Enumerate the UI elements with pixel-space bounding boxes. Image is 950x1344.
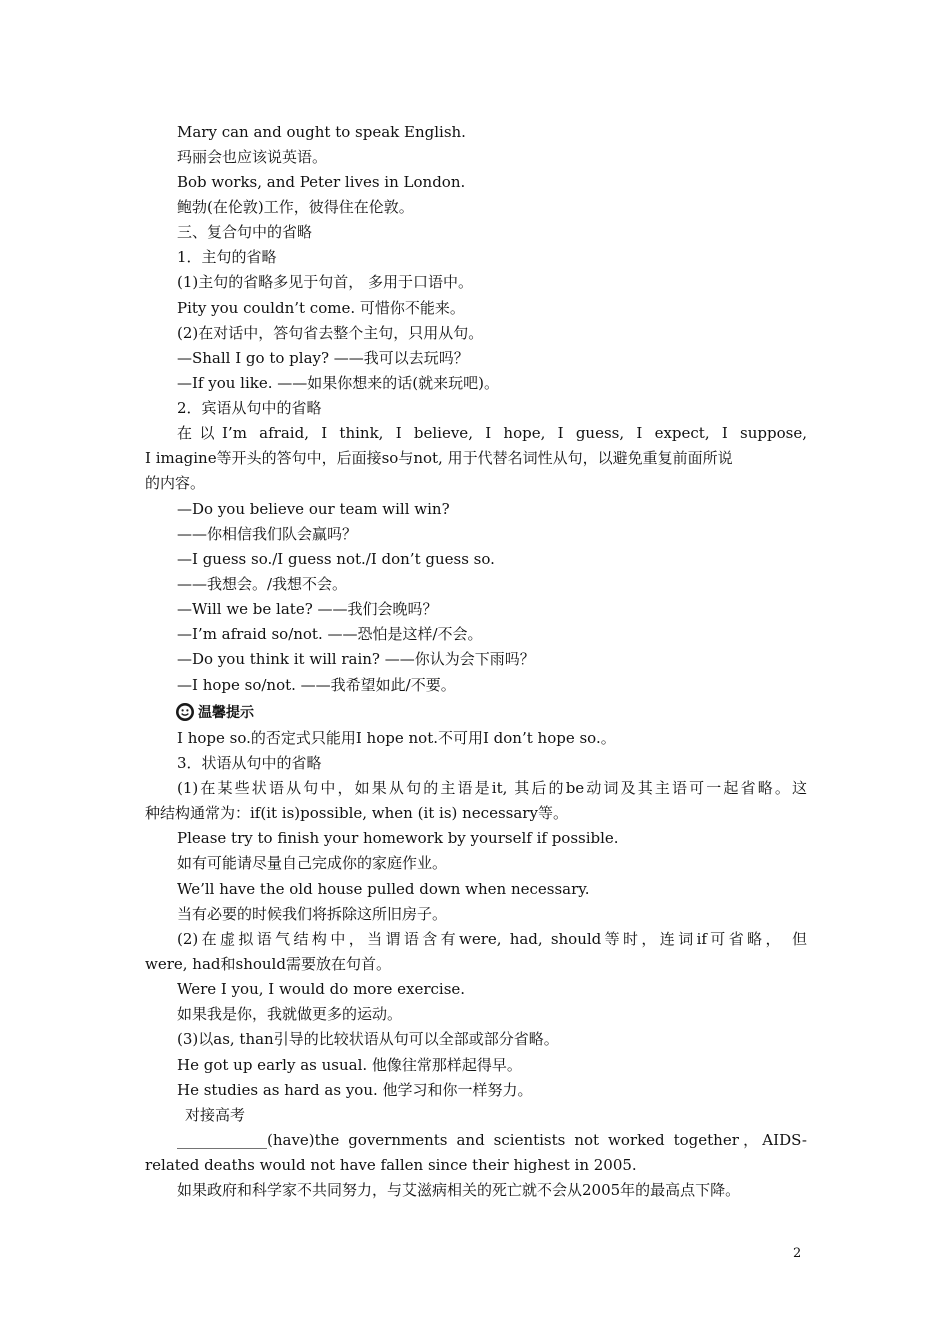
paragraph-line: (2)在虚拟语气结构中，当谓语含有were, had, should等时，连词if可省略， 但 [177, 930, 807, 948]
example-line: He got up early as usual. 他像往常那样起得早。 [177, 1056, 522, 1074]
exam-translation-line: 如果政府和科学家不共同努力，与艾滋病相关的死亡就不会从2005年的最高点下降。 [177, 1181, 741, 1199]
page-number: 2 [793, 1246, 802, 1261]
subsection-heading: 1．主句的省略 [177, 248, 277, 266]
example-english-line: We’ll have the old house pulled down when necessary. [177, 880, 590, 898]
dialogue-line: —If you like. ——如果你想来的话(就来玩吧)。 [177, 374, 499, 392]
rule-text: (1)主句的省略多见于句首， 多用于口语中。 [177, 273, 474, 291]
dialogue-line: —I guess so./I guess not./I don’t guess so. [177, 550, 495, 568]
paragraph-line: were, had和should需要放在句首。 [145, 955, 391, 973]
tip-heading [175, 699, 254, 724]
subsection-heading: 3．状语从句中的省略 [177, 754, 322, 772]
dialogue-line: —Shall I go to play? ——我可以去玩吗？ [177, 349, 469, 367]
dialogue-line: —I’m afraid so/not. ——恐怕是这样/不会。 [177, 625, 483, 643]
example-english-line: Bob works, and Peter lives in London. [177, 173, 466, 191]
example-chinese-line: 如有可能请尽量自己完成你的家庭作业。 [177, 854, 448, 872]
example-line: Pity you couldn’t come. 可惜你不能来。 [177, 299, 465, 317]
exam-link-heading: 对接高考 [185, 1106, 246, 1124]
paragraph-line: 在以I’m afraid, I think, I believe, I hope, I guess, I expect, I suppose, [177, 424, 807, 442]
example-line: He studies as hard as you. 他学习和你一样努力。 [177, 1081, 533, 1099]
smiley-face-icon [175, 702, 195, 722]
paragraph-line: I imagine等开头的答句中，后面接so与not, 用于代替名词性从句，以避免重复前面所说 [145, 449, 733, 467]
subsection-heading: 2．宾语从句中的省略 [177, 399, 322, 417]
example-english-line: Please try to finish your homework by yourself if possible. [177, 829, 619, 847]
example-english-line: Were I you, I would do more exercise. [177, 980, 466, 998]
paragraph-line: 种结构通常为：if(it is)possible, when (it is) necessary等。 [145, 804, 568, 822]
section-heading: 三、复合句中的省略 [177, 223, 313, 241]
dialogue-line: —Do you think it will rain? ——你认为会下雨吗？ [177, 650, 535, 668]
example-chinese-line: 如果我是你，我就做更多的运动。 [177, 1005, 403, 1023]
rule-text: (2)在对话中，答句省去整个主句，只用从句。 [177, 324, 484, 342]
paragraph-line: 的内容。 [145, 474, 206, 492]
dialogue-line: —Will we be late? ——我们会晚吗？ [177, 600, 438, 618]
paragraph-line: (1)在某些状语从句中，如果从句的主语是it, 其后的be动词及其主语可一起省略。这 [177, 779, 807, 797]
dialogue-line: —Do you believe our team will win? [177, 500, 450, 518]
tip-text: I hope so.的否定式只能用I hope not.不可用I don’t hope so.。 [177, 729, 616, 747]
dialogue-line: —I hope so/not. ——我希望如此/不要。 [177, 676, 456, 694]
dialogue-line: ——我想会。/我想不会。 [177, 575, 348, 593]
example-chinese-line: 当有必要的时候我们将拆除这所旧房子。 [177, 905, 448, 923]
dialogue-line: ——你相信我们队会赢吗？ [177, 525, 358, 543]
example-english-line: Mary can and ought to speak English. [177, 123, 466, 141]
tip-label: 温馨提示 [198, 704, 254, 721]
rule-text: (3)以as, than引导的比较状语从句可以全部或部分省略。 [177, 1030, 559, 1048]
exam-question-line: related deaths would not have fallen since their highest in 2005. [145, 1156, 637, 1174]
example-chinese-line: 鲍勃(在伦敦)工作，彼得住在伦敦。 [177, 198, 414, 216]
example-chinese-line: 玛丽会也应该说英语。 [177, 148, 328, 166]
exam-question-line: ____________(have)the governments and scientists not worked together，AIDS- [177, 1131, 807, 1149]
